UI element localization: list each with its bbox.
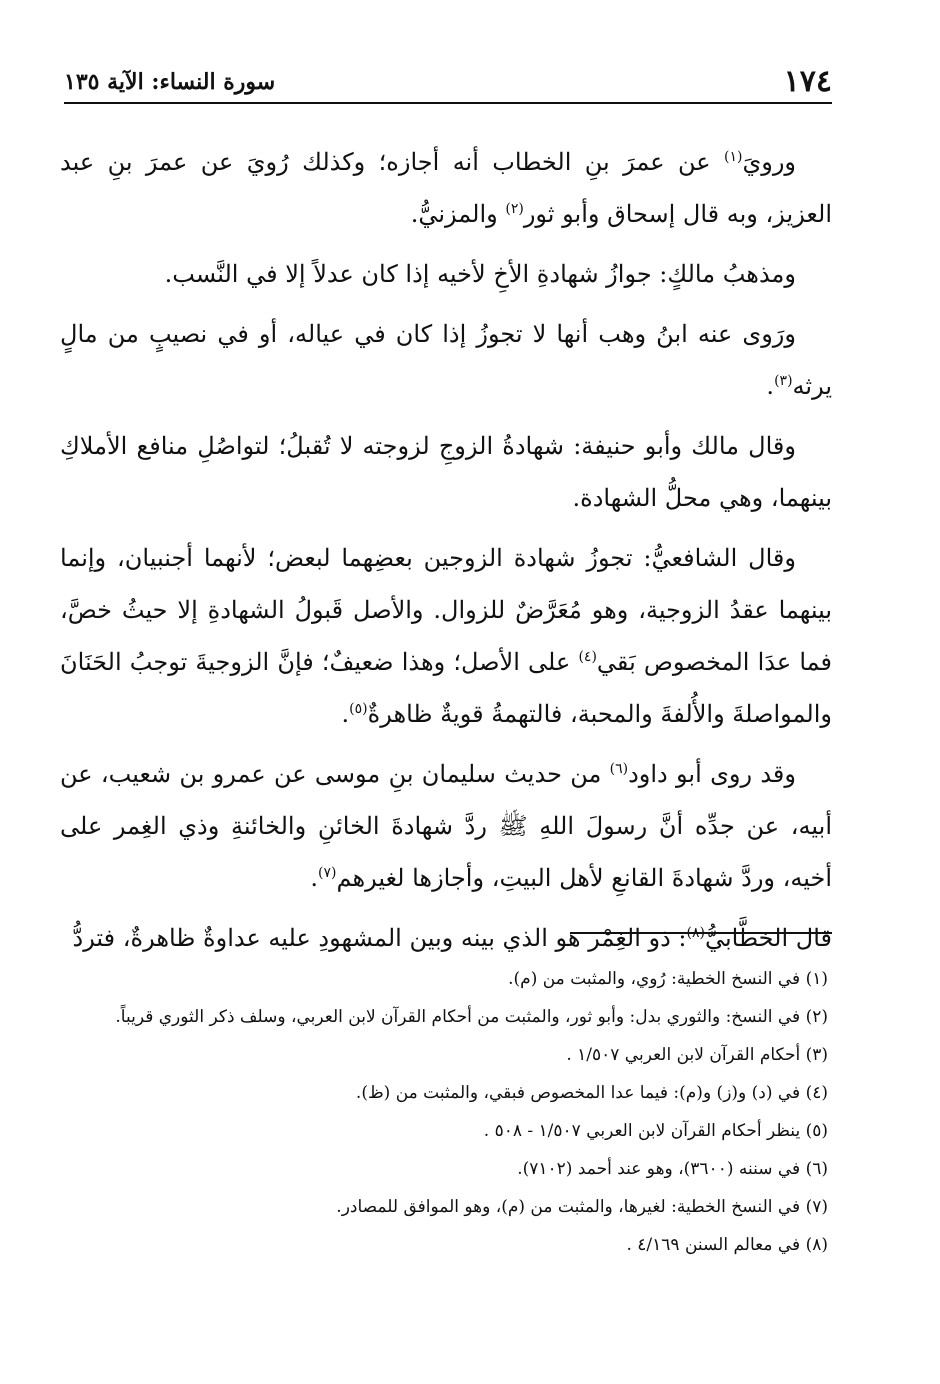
paragraph: وقد روى أبو داود$^{(٦)}$ من حديث سليمان بنِ موسى عن عمرو بن شعيب، عن أبيه، عن جدِّه أنَّ رسولَ اللهِ ﷺ ردَّ شهادةَ الخائنِ والخائنةِ وذي الغِمر على أخيه، وردَّ شهادةَ القانعِ لأهل البيتِ، وأجازها لغيرهم$^{(٧)}$. [60, 760, 832, 892]
page-number: ١٧٤ [783, 64, 832, 99]
footnote: (٤) في (د) و(ز) و(م): فيما عدا المخصوص فبقي، والمثبت من (ظ). [355, 1083, 828, 1103]
footnote-marker: (٣) [774, 373, 793, 389]
footnote: (٥) ينظر أحكام القرآن لابن العربي ١/٥٠٧ - ٥٠٨ . [483, 1121, 828, 1141]
footnote-marker: (٥) [349, 701, 368, 717]
footnote-marker: (٨) [686, 925, 705, 941]
main-text [60, 136, 832, 972]
footnote: (٨) في معالم السنن ٤/١٦٩ . [626, 1235, 828, 1255]
footnote-marker: (٦) [609, 761, 629, 777]
running-title: سورة النساء: الآية ١٣٥ [64, 69, 276, 95]
footnote: (٧) في النسخ الخطية: لغيرها، والمثبت من (م)، وهو الموافق للمصادر. [336, 1197, 828, 1217]
paragraph: ومذهبُ مالكٍ: جوازُ شهادةِ الأخِ لأخيه إذا كان عدلاً إلا في النَّسب. [164, 260, 796, 288]
footnotes [70, 960, 828, 1264]
footnote-separator [570, 932, 832, 934]
paragraph: قال الخطَّابيُّ$^{(٨)}$: ذو الغِمْر هو الذي بينه وبين المشهودِ عليه عداوةٌ ظاهرةٌ، فتردُّ [72, 924, 832, 952]
page-header [64, 62, 832, 104]
footnote-marker: (٢) [505, 201, 524, 217]
footnote: (٢) في النسخ: والثوري بدل: وأبو ثور، والمثبت من أحكام القرآن لابن العربي، وسلف ذكر الثوري قريباً. [115, 1007, 828, 1027]
paragraph: ورَوى عنه ابنُ وهب أنها لا تجوزُ إذا كان في عياله، أو في نصيبٍ من مالٍ يرثه$^{(٣)}$. [60, 320, 832, 400]
footnote-marker: (٧) [318, 865, 337, 881]
footnote: (٦) في سننه (٣٦٠٠)، وهو عند أحمد (٧١٠٢). [517, 1159, 828, 1179]
paragraph: وقال الشافعيُّ: تجوزُ شهادة الزوجين بعضِهما لبعض؛ لأنهما أجنبيان، وإنما بينهما عقدُ الزوجية، وهو مُعَرَّضٌ للزوال. والأصل قَبولُ الشهادةِ إلا حيثُ خصَّ، فما عدَا المخصوص بَقي$^{(٤)}$ على الأصل؛ وهذا ضعيفٌ؛ فإنَّ الزوجيةَ توجبُ الحَنَانَ والمواصلةَ والأُلفةَ والمحبة، فالتهمةُ قويةٌ ظاهرةٌ$^{(٥)}$. [60, 544, 832, 728]
paragraph: وقال مالك وأبو حنيفة: شهادةُ الزوجِ لزوجته لا تُقبلُ؛ لتواصُلِ منافع الأملاكِ بينهما، وهي محلُّ الشهادة. [60, 432, 832, 512]
footnote-marker: (١) [723, 149, 743, 165]
footnote: (٣) أحكام القرآن لابن العربي ١/٥٠٧ . [566, 1045, 828, 1065]
footnote: (١) في النسخ الخطية: رُوي، والمثبت من (م). [508, 969, 828, 989]
paragraph: ورويَ$^{(١)}$ عن عمرَ بنِ الخطاب أنه أجازه؛ وكذلك رُويَ عن عمرَ بنِ عبد العزيز، وبه قال إسحاق وأبو ثور$^{(٢)}$ والمزنيُّ. [60, 148, 832, 228]
footnote-marker: (٤) [578, 649, 597, 665]
